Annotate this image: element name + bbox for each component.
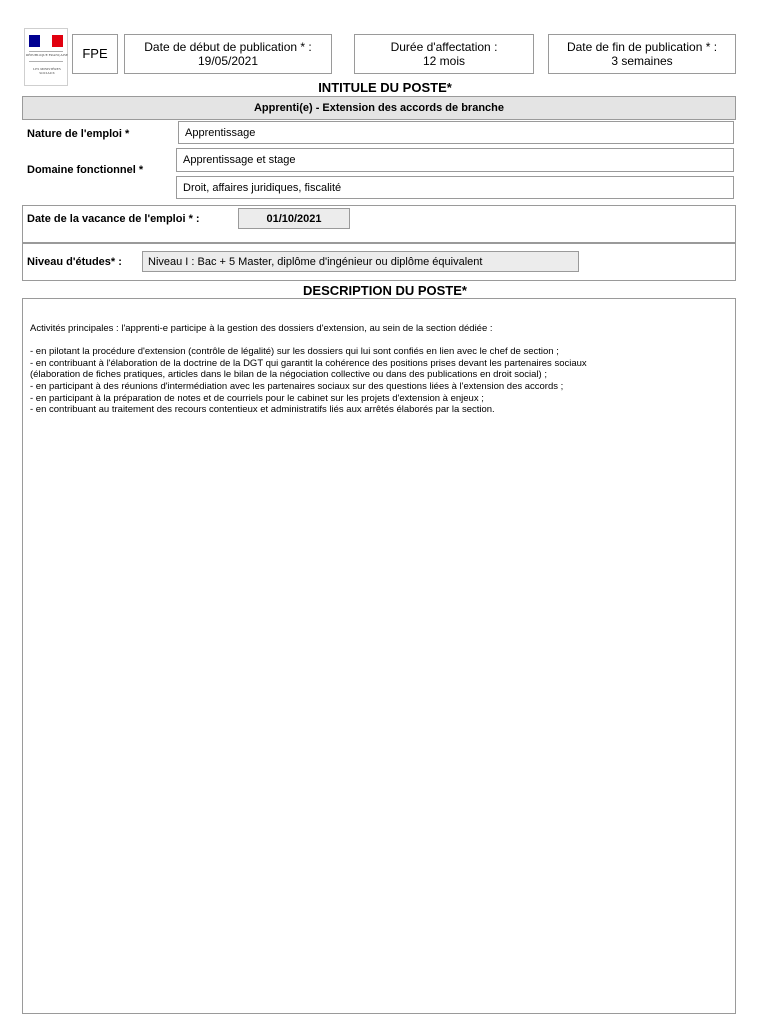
duree-label: Durée d'affectation : [390,40,498,54]
niveau-label: Niveau d'études* : [27,256,122,268]
date-fin-box [548,34,736,74]
domaine-field-1[interactable] [176,148,734,172]
description-line: - en pilotant la procédure d'extension (contrôle de légalité) sur les dossiers qui lui sont confiés en lien avec le chef de section ; [30,346,559,358]
logo-text-bottom: LES MINISTÈRES SOCIAUX [33,67,61,75]
description-line: (élaboration de fiches pratiques, articles dans le bilan de la négociation collective ou dans des publications en droit social) ; [30,369,548,381]
description-line: - en participant à la préparation de notes et de courriels pour le cabinet sur les projets d'extension à enjeux ; [30,392,484,404]
date-fin-label: Date de fin de publication * : [566,40,718,54]
intitule-title-field[interactable] [22,96,736,120]
nature-label: Nature de l'emploi * [27,128,130,140]
date-debut-value: 19/05/2021 [197,54,259,68]
vacance-field[interactable] [238,208,350,229]
intitule-section-title: INTITULE DU POSTE* [318,80,452,95]
domaine-field-2[interactable] [176,176,734,199]
marianne-logo-icon [24,28,68,86]
niveau-value: Niveau I : Bac + 5 Master, diplôme d'ingénieur ou diplôme équivalent [148,255,483,268]
niveau-field[interactable] [142,251,579,272]
fpe-label: FPE [82,46,108,61]
flag-icon [29,35,63,47]
intitule-title-value: Apprenti(e) - Extension des accords de branche [253,102,504,114]
logo-text-top: RÉPUBLIQUE FRANÇAISE [25,53,69,57]
date-debut-label: Date de début de publication * : [144,40,312,54]
nature-value: Apprentissage [185,126,256,139]
description-line: - en participant à des réunions d'intermédiation avec les partenaires sociaux sur des questions liées à l'extension des accords ; [30,380,564,392]
duree-value: 12 mois [422,54,466,68]
domaine-label: Domaine fonctionnel * [27,164,144,176]
vacance-label: Date de la vacance de l'emploi * : [27,213,200,225]
description-box[interactable] [22,298,736,1014]
date-debut-box [124,34,332,74]
domaine-value-2: Droit, affaires juridiques, fiscalité [183,181,342,194]
domaine-value-1: Apprentissage et stage [183,154,296,166]
description-body [30,323,730,416]
date-fin-value: 3 semaines [611,54,673,68]
vacance-value: 01/10/2021 [266,212,322,225]
description-intro: Activités principales : l'apprenti-e participe à la gestion des dossiers d'extension, au sein de la section dédiée : [30,323,493,334]
nature-field[interactable] [178,121,734,144]
description-line: - en contribuant au traitement des recours contentieux et administratifs liés aux arrêtés élaborés par la section. [30,404,495,416]
fpe-box [72,34,118,74]
duree-box [354,34,534,74]
description-section-title: DESCRIPTION DU POSTE* [303,283,467,298]
description-line: - en contribuant à l'élaboration de la doctrine de la DGT qui garantit la cohérence des positions prises devant les partenaires sociaux [30,357,587,369]
